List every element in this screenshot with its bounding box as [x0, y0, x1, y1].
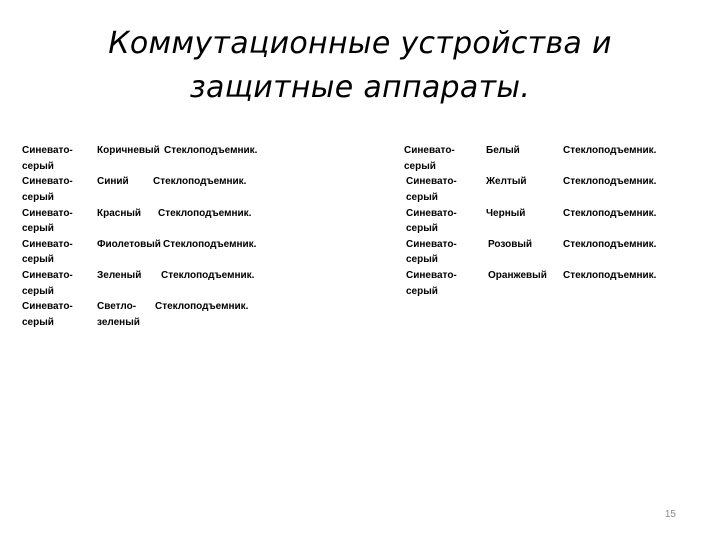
wire-table-left — [22, 143, 352, 331]
stripe-color-cell: Синий — [97, 176, 129, 188]
stripe-color-cell: Розовый — [488, 238, 533, 250]
consumer-cell: Стеклоподъемник. — [563, 238, 657, 250]
table-row — [404, 206, 704, 237]
table-row — [22, 237, 352, 268]
stripe-color-cell: Зеленый — [97, 270, 142, 282]
consumer-cell: Стеклоподъемник. — [563, 176, 657, 188]
stripe-color-cell: Оранжевый — [488, 270, 547, 282]
stripe-color-cell: Черный — [486, 207, 526, 219]
consumer-cell: Стеклоподъемник. — [153, 176, 247, 188]
title-line-2: защитные аппараты. — [189, 70, 531, 105]
stripe-color-cell: Белый — [486, 145, 520, 156]
table-row — [22, 268, 352, 299]
consumer-cell: Стеклоподъемник. — [155, 301, 249, 313]
table-row — [22, 174, 352, 205]
consumer-cell: Стеклоподъемник. — [563, 207, 657, 219]
wire-color-cell: Синевато-серый — [406, 238, 457, 266]
table-row — [22, 299, 352, 330]
consumer-cell: Стеклоподъемник. — [163, 238, 257, 250]
title-line-1: Коммутационные устройства и — [108, 26, 612, 61]
consumer-cell: Стеклоподъемник. — [161, 270, 255, 282]
consumer-cell: Стеклоподъемник. — [164, 145, 258, 156]
wire-color-cell: Синевато-серый — [22, 301, 73, 329]
stripe-color-cell: Светло-зеленый — [97, 301, 140, 329]
table-row — [404, 174, 704, 205]
stripe-color-cell: Красный — [97, 207, 142, 219]
wire-color-cell: Синевато-серый — [406, 207, 457, 235]
wire-table-right — [404, 143, 704, 299]
wire-color-cell: Синевато-серый — [22, 238, 73, 266]
stripe-color-cell: Фиолетовый — [97, 238, 161, 250]
stripe-color-cell: Коричневый — [97, 145, 160, 156]
table-row — [22, 143, 352, 174]
wire-color-cell: Синевато-серый — [22, 270, 73, 297]
slide-title — [0, 22, 720, 110]
stripe-color-cell: Желтый — [486, 176, 527, 188]
consumer-cell: Стеклоподъемник. — [158, 207, 252, 219]
table-row — [404, 268, 704, 299]
wire-color-cell: Синевато-серый — [22, 207, 73, 235]
table-row — [22, 206, 352, 237]
wire-color-cell: Синевато-серый — [406, 270, 457, 297]
consumer-cell: Стеклоподъемник. — [563, 270, 657, 282]
wire-color-cell: Синевато-серый — [22, 145, 73, 172]
consumer-cell: Стеклоподъемник. — [563, 145, 657, 156]
wire-color-cell: Синевато-серый — [22, 176, 73, 203]
table-row — [404, 143, 704, 174]
wire-color-cell: Синевато-серый — [406, 176, 457, 203]
wire-color-cell: Синевато-серый — [404, 145, 455, 172]
table-row — [404, 237, 704, 268]
page-number: 15 — [664, 509, 676, 520]
